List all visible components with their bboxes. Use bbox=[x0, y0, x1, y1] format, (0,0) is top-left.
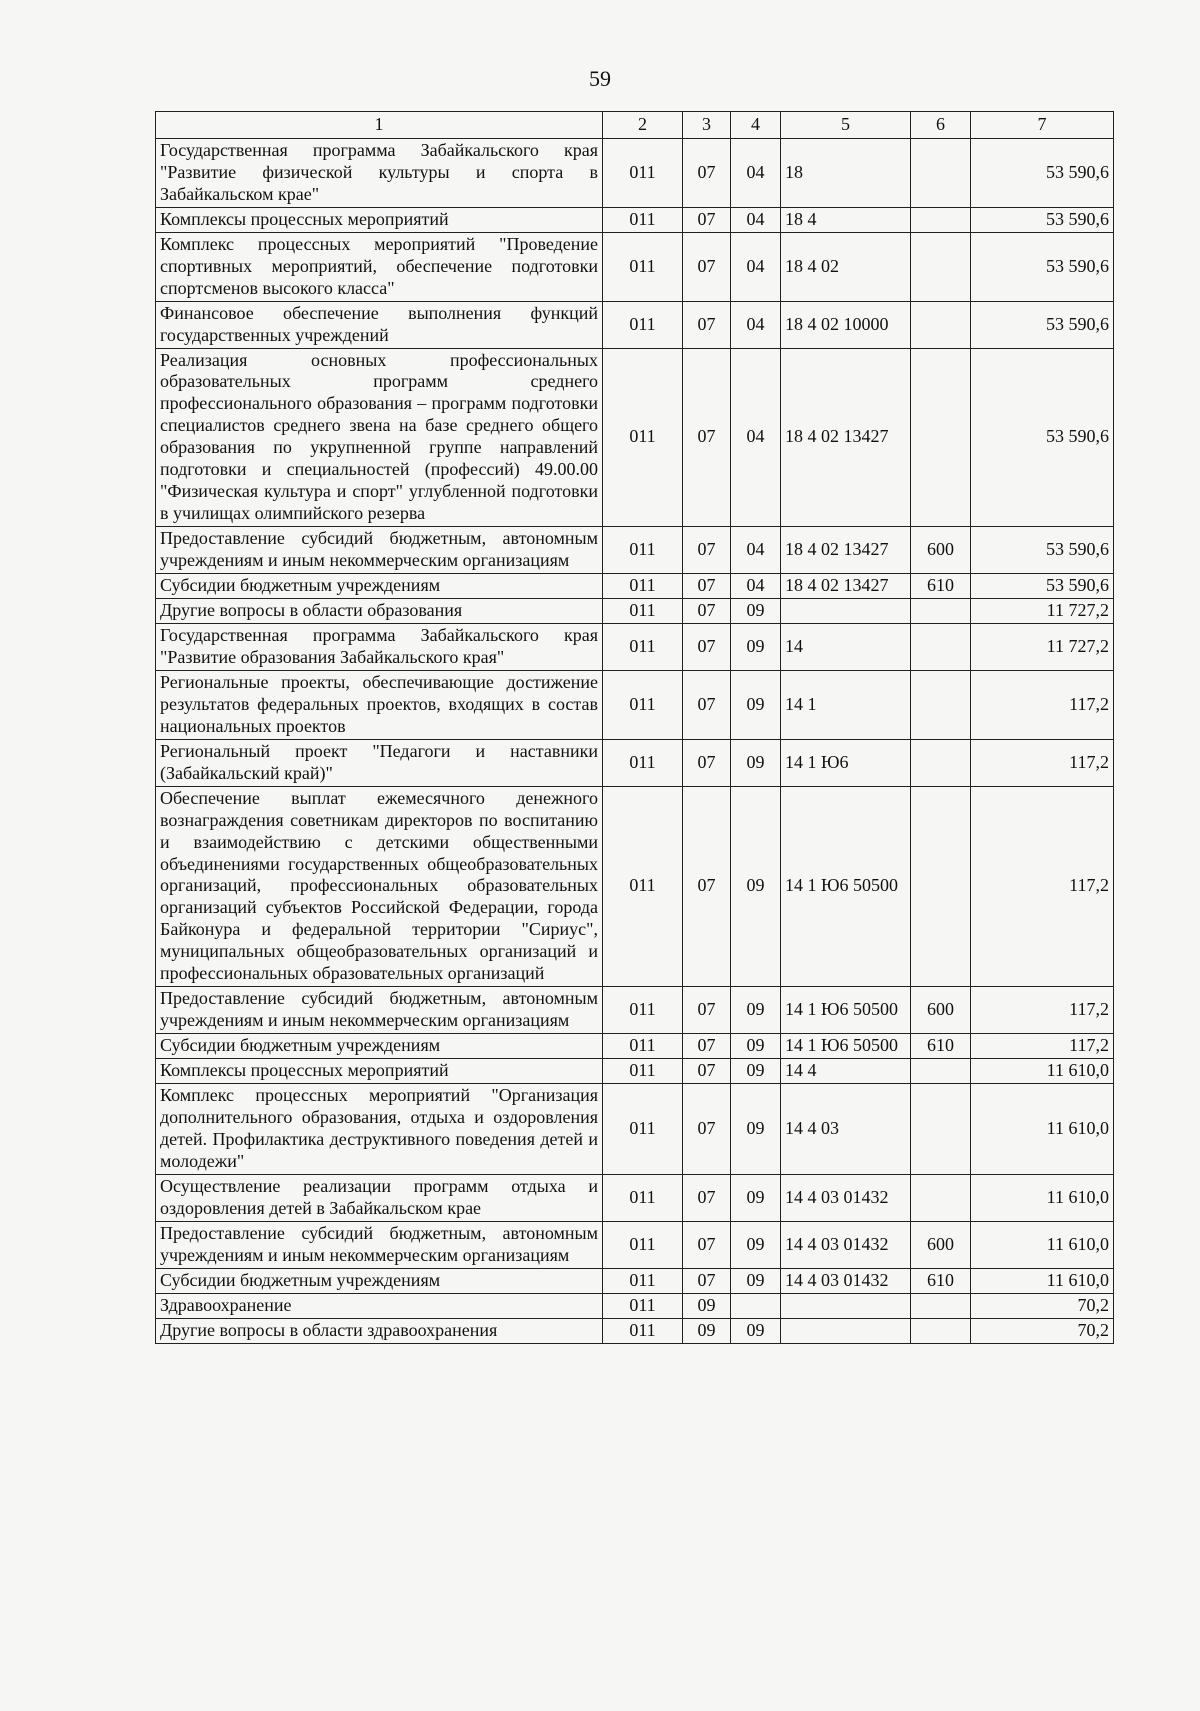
table-row bbox=[156, 1034, 1114, 1059]
row-name-cell: Комплексы процессных мероприятий bbox=[156, 207, 603, 232]
subsection-code-cell: 09 bbox=[731, 623, 781, 670]
admin-code-cell: 011 bbox=[603, 527, 683, 574]
admin-code-cell: 011 bbox=[603, 739, 683, 786]
amount-cell: 53 590,6 bbox=[971, 527, 1114, 574]
subsection-code-cell: 04 bbox=[731, 207, 781, 232]
admin-code-cell: 011 bbox=[603, 232, 683, 301]
section-code-cell: 07 bbox=[683, 527, 731, 574]
row-name-cell: Осуществление реализации программ отдыха и оздоровления детей в Забайкальском крае bbox=[156, 1174, 603, 1221]
expense-type-cell: 600 bbox=[911, 1221, 971, 1268]
subsection-code-cell: 09 bbox=[731, 1268, 781, 1293]
amount-cell: 117,2 bbox=[971, 786, 1114, 987]
row-name-cell: Предоставление субсидий бюджетным, автономным учреждениям и иным некоммерческим организациям bbox=[156, 1221, 603, 1268]
table-row bbox=[156, 1221, 1114, 1268]
table-row bbox=[156, 623, 1114, 670]
row-name-cell: Другие вопросы в области образования bbox=[156, 599, 603, 624]
row-name-cell: Финансовое обеспечение выполнения функций государственных учреждений bbox=[156, 301, 603, 348]
row-name-cell: Комплексы процессных мероприятий bbox=[156, 1059, 603, 1084]
amount-cell: 53 590,6 bbox=[971, 232, 1114, 301]
section-code-cell: 07 bbox=[683, 1268, 731, 1293]
header-cell: 7 bbox=[971, 112, 1114, 139]
admin-code-cell: 011 bbox=[603, 1318, 683, 1343]
admin-code-cell: 011 bbox=[603, 599, 683, 624]
subsection-code-cell: 09 bbox=[731, 1221, 781, 1268]
section-code-cell: 07 bbox=[683, 1221, 731, 1268]
target-article-cell: 14 bbox=[781, 623, 911, 670]
admin-code-cell: 011 bbox=[603, 138, 683, 207]
target-article-cell bbox=[781, 1293, 911, 1318]
row-name-cell: Комплекс процессных мероприятий "Организация дополнительного образования, отдыха и оздоровления детей. Профилактика деструктивного поведения детей и молодежи" bbox=[156, 1084, 603, 1175]
target-article-cell: 18 bbox=[781, 138, 911, 207]
target-article-cell bbox=[781, 1318, 911, 1343]
target-article-cell: 18 4 02 13427 bbox=[781, 527, 911, 574]
admin-code-cell: 011 bbox=[603, 786, 683, 987]
table-row bbox=[156, 1084, 1114, 1175]
admin-code-cell: 011 bbox=[603, 301, 683, 348]
expense-type-cell bbox=[911, 623, 971, 670]
table-row bbox=[156, 1318, 1114, 1343]
subsection-code-cell: 09 bbox=[731, 739, 781, 786]
row-name-cell: Предоставление субсидий бюджетным, автономным учреждениям и иным некоммерческим организациям bbox=[156, 987, 603, 1034]
row-name-cell: Субсидии бюджетным учреждениям bbox=[156, 574, 603, 599]
budget-table bbox=[155, 111, 1114, 1344]
subsection-code-cell: 09 bbox=[731, 1084, 781, 1175]
admin-code-cell: 011 bbox=[603, 1059, 683, 1084]
expense-type-cell bbox=[911, 1318, 971, 1343]
admin-code-cell: 011 bbox=[603, 1268, 683, 1293]
table-row bbox=[156, 1059, 1114, 1084]
table-row bbox=[156, 348, 1114, 527]
table-row bbox=[156, 138, 1114, 207]
section-code-cell: 07 bbox=[683, 232, 731, 301]
subsection-code-cell: 04 bbox=[731, 348, 781, 527]
table-row bbox=[156, 301, 1114, 348]
header-cell: 2 bbox=[603, 112, 683, 139]
target-article-cell: 14 1 bbox=[781, 670, 911, 739]
subsection-code-cell: 09 bbox=[731, 987, 781, 1034]
expense-type-cell bbox=[911, 670, 971, 739]
table-row bbox=[156, 232, 1114, 301]
row-name-cell: Здравоохранение bbox=[156, 1293, 603, 1318]
amount-cell: 11 610,0 bbox=[971, 1059, 1114, 1084]
amount-cell: 11 727,2 bbox=[971, 623, 1114, 670]
row-name-cell: Обеспечение выплат ежемесячного денежного вознаграждения советникам директоров по воспитанию и взаимодействию с детскими общественными объединениями государственных общеобразовательных организаций, профессиональных образовательных организаций субъектов Российской Федерации, города Байконура и федеральной территории "Сириус", муниципальных общеобразовательных организаций и профессиональных образовательных организаций bbox=[156, 786, 603, 987]
target-article-cell: 18 4 02 13427 bbox=[781, 574, 911, 599]
admin-code-cell: 011 bbox=[603, 987, 683, 1034]
row-name-cell: Региональные проекты, обеспечивающие достижение результатов федеральных проектов, входящих в состав национальных проектов bbox=[156, 670, 603, 739]
subsection-code-cell: 04 bbox=[731, 527, 781, 574]
section-code-cell: 07 bbox=[683, 348, 731, 527]
expense-type-cell: 610 bbox=[911, 574, 971, 599]
amount-cell: 53 590,6 bbox=[971, 207, 1114, 232]
amount-cell: 11 727,2 bbox=[971, 599, 1114, 624]
amount-cell: 117,2 bbox=[971, 739, 1114, 786]
table-row bbox=[156, 739, 1114, 786]
expense-type-cell bbox=[911, 348, 971, 527]
row-name-cell: Предоставление субсидий бюджетным, автономным учреждениям и иным некоммерческим организациям bbox=[156, 527, 603, 574]
section-code-cell: 07 bbox=[683, 786, 731, 987]
page-number: 59 bbox=[589, 66, 611, 91]
section-code-cell: 07 bbox=[683, 207, 731, 232]
admin-code-cell: 011 bbox=[603, 1174, 683, 1221]
row-name-cell: Другие вопросы в области здравоохранения bbox=[156, 1318, 603, 1343]
target-article-cell: 14 4 03 01432 bbox=[781, 1221, 911, 1268]
admin-code-cell: 011 bbox=[603, 623, 683, 670]
subsection-code-cell: 09 bbox=[731, 599, 781, 624]
table-row bbox=[156, 670, 1114, 739]
admin-code-cell: 011 bbox=[603, 574, 683, 599]
subsection-code-cell: 04 bbox=[731, 574, 781, 599]
admin-code-cell: 011 bbox=[603, 207, 683, 232]
section-code-cell: 07 bbox=[683, 301, 731, 348]
expense-type-cell: 610 bbox=[911, 1034, 971, 1059]
expense-type-cell: 600 bbox=[911, 527, 971, 574]
target-article-cell: 14 4 bbox=[781, 1059, 911, 1084]
table-row bbox=[156, 786, 1114, 987]
subsection-code-cell: 09 bbox=[731, 1059, 781, 1084]
target-article-cell: 14 1 Ю6 bbox=[781, 739, 911, 786]
header-cell: 3 bbox=[683, 112, 731, 139]
table-row bbox=[156, 1293, 1114, 1318]
admin-code-cell: 011 bbox=[603, 670, 683, 739]
amount-cell: 53 590,6 bbox=[971, 301, 1114, 348]
header-cell: 6 bbox=[911, 112, 971, 139]
expense-type-cell bbox=[911, 207, 971, 232]
target-article-cell: 14 1 Ю6 50500 bbox=[781, 1034, 911, 1059]
target-article-cell: 18 4 bbox=[781, 207, 911, 232]
table-header-row bbox=[156, 112, 1114, 139]
subsection-code-cell: 09 bbox=[731, 1034, 781, 1059]
target-article-cell: 14 4 03 01432 bbox=[781, 1268, 911, 1293]
amount-cell: 53 590,6 bbox=[971, 348, 1114, 527]
amount-cell: 11 610,0 bbox=[971, 1221, 1114, 1268]
target-article-cell: 14 4 03 bbox=[781, 1084, 911, 1175]
admin-code-cell: 011 bbox=[603, 1293, 683, 1318]
section-code-cell: 07 bbox=[683, 623, 731, 670]
amount-cell: 70,2 bbox=[971, 1318, 1114, 1343]
subsection-code-cell bbox=[731, 1293, 781, 1318]
table-row bbox=[156, 987, 1114, 1034]
section-code-cell: 07 bbox=[683, 1059, 731, 1084]
subsection-code-cell: 04 bbox=[731, 138, 781, 207]
expense-type-cell bbox=[911, 1174, 971, 1221]
expense-type-cell bbox=[911, 301, 971, 348]
table-row bbox=[156, 599, 1114, 624]
subsection-code-cell: 04 bbox=[731, 301, 781, 348]
admin-code-cell: 011 bbox=[603, 1221, 683, 1268]
table-row bbox=[156, 574, 1114, 599]
table-row bbox=[156, 1268, 1114, 1293]
subsection-code-cell: 09 bbox=[731, 1174, 781, 1221]
expense-type-cell bbox=[911, 599, 971, 624]
section-code-cell: 09 bbox=[683, 1318, 731, 1343]
expense-type-cell: 600 bbox=[911, 987, 971, 1034]
section-code-cell: 07 bbox=[683, 599, 731, 624]
admin-code-cell: 011 bbox=[603, 348, 683, 527]
amount-cell: 53 590,6 bbox=[971, 574, 1114, 599]
expense-type-cell bbox=[911, 138, 971, 207]
header-cell: 1 bbox=[156, 112, 603, 139]
row-name-cell: Государственная программа Забайкальского края "Развитие физической культуры и спорта в Забайкальском крае" bbox=[156, 138, 603, 207]
table-row bbox=[156, 527, 1114, 574]
admin-code-cell: 011 bbox=[603, 1084, 683, 1175]
target-article-cell: 14 1 Ю6 50500 bbox=[781, 786, 911, 987]
row-name-cell: Субсидии бюджетным учреждениям bbox=[156, 1268, 603, 1293]
target-article-cell: 14 4 03 01432 bbox=[781, 1174, 911, 1221]
expense-type-cell bbox=[911, 786, 971, 987]
table-row bbox=[156, 207, 1114, 232]
table-row bbox=[156, 1174, 1114, 1221]
amount-cell: 117,2 bbox=[971, 670, 1114, 739]
section-code-cell: 07 bbox=[683, 1034, 731, 1059]
amount-cell: 70,2 bbox=[971, 1293, 1114, 1318]
amount-cell: 11 610,0 bbox=[971, 1084, 1114, 1175]
target-article-cell: 14 1 Ю6 50500 bbox=[781, 987, 911, 1034]
subsection-code-cell: 04 bbox=[731, 232, 781, 301]
row-name-cell: Субсидии бюджетным учреждениям bbox=[156, 1034, 603, 1059]
subsection-code-cell: 09 bbox=[731, 670, 781, 739]
section-code-cell: 07 bbox=[683, 987, 731, 1034]
header-cell: 5 bbox=[781, 112, 911, 139]
subsection-code-cell: 09 bbox=[731, 1318, 781, 1343]
section-code-cell: 07 bbox=[683, 1174, 731, 1221]
section-code-cell: 07 bbox=[683, 574, 731, 599]
row-name-cell: Региональный проект "Педагоги и наставники (Забайкальский край)" bbox=[156, 739, 603, 786]
target-article-cell bbox=[781, 599, 911, 624]
admin-code-cell: 011 bbox=[603, 1034, 683, 1059]
section-code-cell: 07 bbox=[683, 670, 731, 739]
section-code-cell: 07 bbox=[683, 739, 731, 786]
amount-cell: 53 590,6 bbox=[971, 138, 1114, 207]
expense-type-cell bbox=[911, 1293, 971, 1318]
section-code-cell: 09 bbox=[683, 1293, 731, 1318]
amount-cell: 117,2 bbox=[971, 987, 1114, 1034]
row-name-cell: Комплекс процессных мероприятий "Проведение спортивных мероприятий, обеспечение подготовки спортсменов высокого класса" bbox=[156, 232, 603, 301]
expense-type-cell bbox=[911, 739, 971, 786]
amount-cell: 11 610,0 bbox=[971, 1268, 1114, 1293]
header-cell: 4 bbox=[731, 112, 781, 139]
expense-type-cell bbox=[911, 1059, 971, 1084]
target-article-cell: 18 4 02 13427 bbox=[781, 348, 911, 527]
expense-type-cell bbox=[911, 232, 971, 301]
section-code-cell: 07 bbox=[683, 138, 731, 207]
section-code-cell: 07 bbox=[683, 1084, 731, 1175]
expense-type-cell bbox=[911, 1084, 971, 1175]
subsection-code-cell: 09 bbox=[731, 786, 781, 987]
target-article-cell: 18 4 02 bbox=[781, 232, 911, 301]
row-name-cell: Государственная программа Забайкальского края "Развитие образования Забайкальского края" bbox=[156, 623, 603, 670]
amount-cell: 117,2 bbox=[971, 1034, 1114, 1059]
expense-type-cell: 610 bbox=[911, 1268, 971, 1293]
row-name-cell: Реализация основных профессиональных образовательных программ среднего профессионального образования – программ подготовки специалистов среднего звена на базе среднего общего образования по укрупненной группе направлений подготовки и специальностей (профессий) 49.00.00 "Физическая культура и спорт" углубленной подготовки в училищах олимпийского резерва bbox=[156, 348, 603, 527]
amount-cell: 11 610,0 bbox=[971, 1174, 1114, 1221]
target-article-cell: 18 4 02 10000 bbox=[781, 301, 911, 348]
